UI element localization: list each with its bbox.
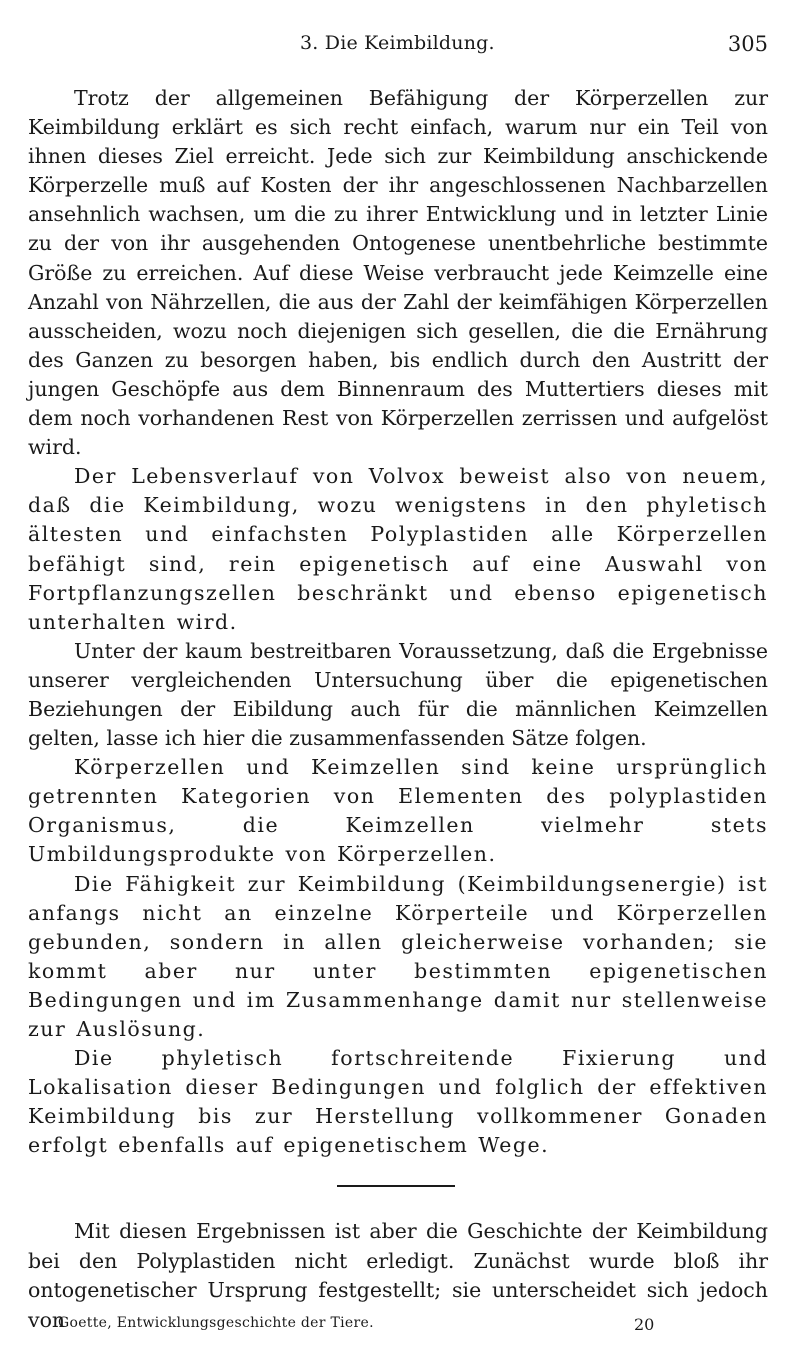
footer-signature: Goette, Entwicklungsgeschichte der Tiere. (58, 1315, 374, 1331)
paragraph-4: Körperzellen und Keimzellen sind keine ursprünglich getrennten Kategorien von Elementen des polyplastiden Organismus, die Keimzellen vielmehr stets Umbildungsprodukte von Körperzellen. (28, 755, 768, 867)
footer-sheet-number: 20 (634, 1315, 655, 1334)
body-text (28, 84, 768, 1160)
paragraph-7: Mit diesen Ergebnissen ist aber die Geschichte der Keimbildung bei den Polyplastiden nicht erledigt. Zunächst wurde bloß ihr ontogenetischer Ursprung festgestellt; sie unterscheidet sich jedoch von (28, 1219, 768, 1332)
paragraph-6: Die phyletisch fortschreitende Fixierung und Lokalisation dieser Bedingungen und folglich der effektiven Keimbildung bis zur Herstellung vollkommener Gonaden erfolgt ebenfalls auf epigenetischem Wege. (28, 1046, 768, 1158)
running-head (0, 32, 800, 62)
page-footer (28, 1315, 768, 1339)
section-divider (337, 1185, 455, 1187)
paragraph-3: Unter der kaum bestreitbaren Voraussetzung, daß die Ergebnisse unserer vergleichenden Untersuchung über die epigenetischen Beziehungen der Eibildung auch für die männlichen Keimzellen gelten, lasse ich hier die zusammenfassenden Sätze folgen. (28, 638, 768, 751)
paragraph-5: Die Fähigkeit zur Keimbildung (Keimbildungsenergie) ist anfangs nicht an einzelne Körperteile und Körperzellen gebunden, sondern in allen gleicherweise vorhanden; sie kommt aber nur unter bestimmten epigenetischen Bedingungen und im Zusammenhange damit nur stellenweise zur Auslösung. (28, 871, 768, 1041)
paragraph-1: Trotz der allgemeinen Befähigung der Körperzellen zur Keimbildung erklärt es sich recht einfach, warum nur ein Teil von ihnen dieses Ziel erreicht. Jede sich zur Keimbildung anschickende Körperzelle muß auf Kosten der ihr angeschlossenen Nachbarzellen ansehnlich wachsen, um die zu ihrer Entwicklung und in letzter Linie zu der von ihr ausgehenden Ontogenese unentbehrliche bestimmte Größe zu erreichen. Auf diese Weise verbraucht jede Keimzelle eine Anzahl von Nährzellen, die aus der Zahl der keimfähigen Körperzellen ausscheiden, wozu noch diejenigen sich gesellen, die die Ernährung des Ganzen zu besorgen haben, bis endlich durch den Austritt der jungen Geschöpfe aus dem Binnenraum des Muttertiers dieses mit dem noch vorhandenen Rest von Körperzellen zerrissen und aufgelöst wird. (28, 86, 768, 460)
running-title: 3. Die Keimbildung. (300, 32, 495, 54)
page-number: 305 (727, 32, 768, 56)
paragraph-2: Der Lebensverlauf von Volvox beweist also von neuem, daß die Keimbildung, wozu wenigstens in den phyletisch ältesten und einfachsten Polyplastiden alle Körperzellen befähigt sind, rein epigenetisch auf eine Auswahl von Fortpflanzungszellen beschränkt und ebenso epigenetisch unterhalten wird. (28, 464, 768, 634)
